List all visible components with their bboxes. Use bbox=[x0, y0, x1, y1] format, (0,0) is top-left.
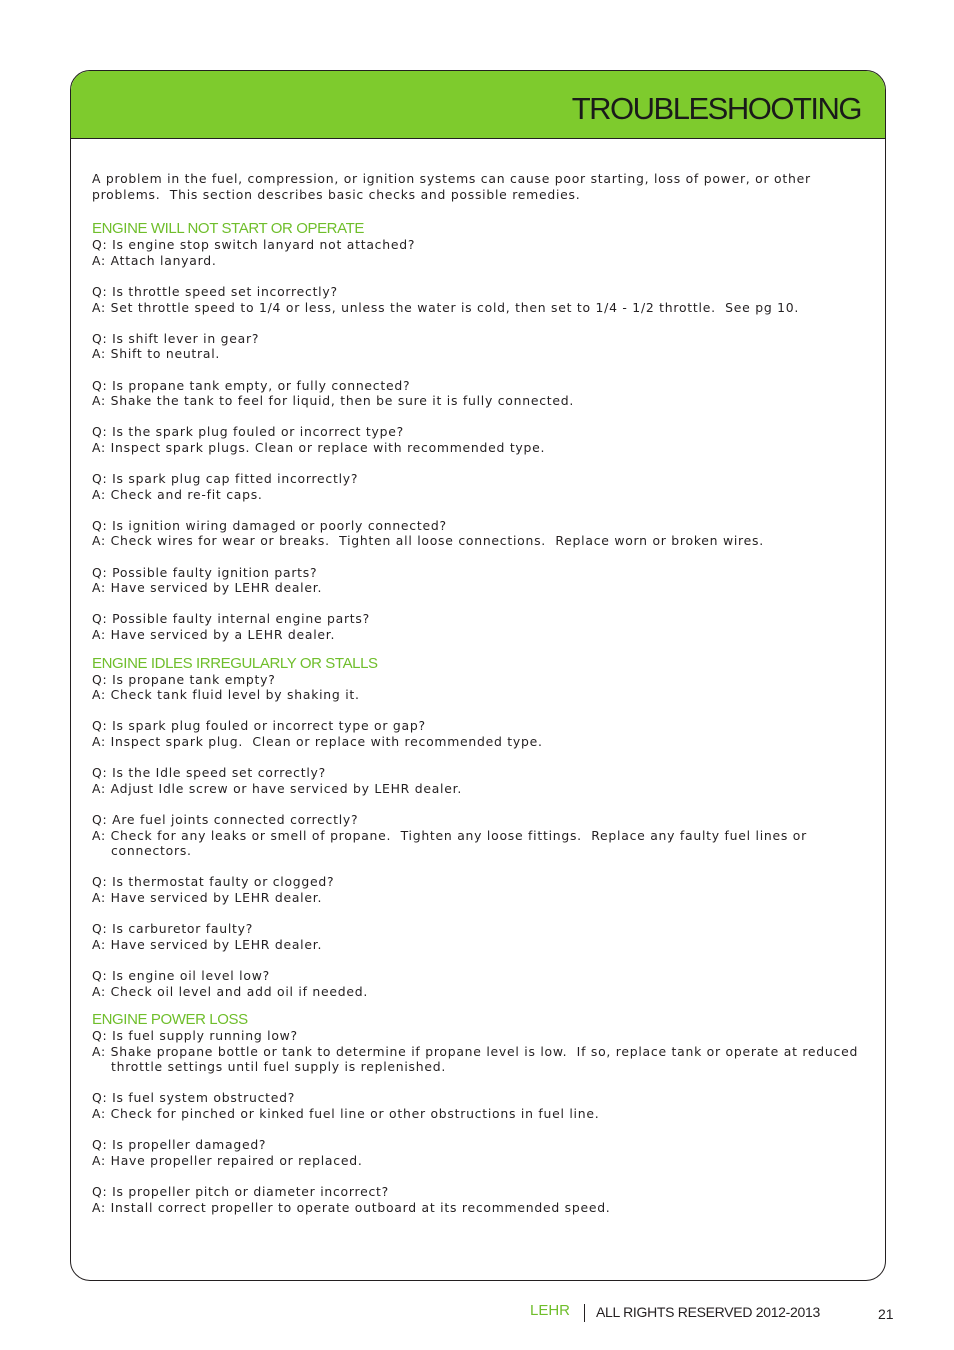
qa-item bbox=[92, 1184, 882, 1215]
header-band bbox=[71, 71, 885, 139]
answer: A: Check for any leaks or smell of propane. Tighten any loose fittings. Replace any faulty fuel lines or connectors. bbox=[92, 827, 807, 859]
qa-item bbox=[92, 812, 882, 859]
qa-item bbox=[92, 518, 882, 549]
qa-item bbox=[92, 765, 882, 796]
qa-item bbox=[92, 874, 882, 905]
qa-item bbox=[92, 471, 882, 502]
footer-divider bbox=[584, 1304, 585, 1322]
question: Q: Is thermostat faulty or clogged? bbox=[92, 874, 335, 890]
question: Q: Is propeller damaged? bbox=[92, 1137, 267, 1153]
qa-item bbox=[92, 921, 882, 952]
section-heading: ENGINE POWER LOSS bbox=[92, 1011, 248, 1029]
answer: A: Attach lanyard. bbox=[92, 252, 217, 268]
qa-item bbox=[92, 611, 882, 642]
question: Q: Is engine oil level low? bbox=[92, 967, 270, 983]
intro-paragraph: A problem in the fuel, compression, or ignition systems can cause poor starting, loss of power, or other problems. This section describes basic checks and possible remedies. bbox=[92, 171, 811, 202]
question: Q: Is carburetor faulty? bbox=[92, 921, 254, 937]
qa-item bbox=[92, 378, 882, 409]
question: Q: Is fuel system obstructed? bbox=[92, 1090, 296, 1106]
answer: A: Check oil level and add oil if needed. bbox=[92, 983, 369, 999]
footer-brand: LEHR bbox=[530, 1302, 571, 1319]
question: Q: Is the spark plug fouled or incorrect type? bbox=[92, 424, 404, 440]
answer: A: Shift to neutral. bbox=[92, 346, 221, 362]
section-will-not-start bbox=[92, 220, 882, 642]
answer: A: Adjust Idle screw or have serviced by LEHR dealer. bbox=[92, 780, 463, 796]
answer: A: Have serviced by LEHR dealer. bbox=[92, 580, 323, 596]
footer-copyright: ALL RIGHTS RESERVED 2012-2013 bbox=[596, 1304, 820, 1320]
question: Q: Is ignition wiring damaged or poorly connected? bbox=[92, 517, 447, 533]
question: Q: Is propeller pitch or diameter incorrect? bbox=[92, 1184, 389, 1200]
question: Q: Are fuel joints connected correctly? bbox=[92, 811, 359, 827]
content-frame bbox=[70, 70, 886, 1281]
question: Q: Is shift lever in gear? bbox=[92, 330, 260, 346]
page-title: TROUBLESHOOTING bbox=[571, 91, 861, 126]
answer: A: Check and re-fit caps. bbox=[92, 486, 263, 502]
content-body bbox=[92, 171, 882, 1227]
question: Q: Is spark plug fouled or incorrect type or gap? bbox=[92, 718, 426, 734]
answer: A: Check wires for wear or breaks. Tighten all loose connections. Replace worn or broken wires. bbox=[92, 533, 764, 549]
question: Q: Is the Idle speed set correctly? bbox=[92, 765, 326, 781]
question: Q: Is propane tank empty, or fully connected? bbox=[92, 377, 411, 393]
question: Q: Is engine stop switch lanyard not attached? bbox=[92, 237, 416, 253]
answer: A: Inspect spark plugs. Clean or replace with recommended type. bbox=[92, 439, 546, 455]
answer: A: Shake the tank to feel for liquid, then be sure it is fully connected. bbox=[92, 393, 575, 409]
question: Q: Possible faulty ignition parts? bbox=[92, 564, 318, 580]
question: Q: Is propane tank empty? bbox=[92, 671, 276, 687]
qa-item bbox=[92, 1090, 882, 1121]
qa-item bbox=[92, 237, 882, 268]
answer: A: Check tank fluid level by shaking it. bbox=[92, 687, 360, 703]
section-heading: ENGINE IDLES IRREGULARLY OR STALLS bbox=[92, 654, 378, 672]
answer: A: Have serviced by a LEHR dealer. bbox=[92, 627, 336, 643]
answer: A: Inspect spark plug. Clean or replace with recommended type. bbox=[92, 734, 543, 749]
qa-item bbox=[92, 1137, 882, 1168]
page-number: 21 bbox=[878, 1306, 894, 1322]
question: Q: Is spark plug cap fitted incorrectly? bbox=[92, 471, 359, 487]
qa-item bbox=[92, 284, 882, 315]
section-heading: ENGINE WILL NOT START OR OPERATE bbox=[92, 220, 364, 238]
qa-item bbox=[92, 672, 882, 703]
answer: A: Set throttle speed to 1/4 or less, unless the water is cold, then set to 1/4 - 1/2 throttle. See pg 10. bbox=[92, 299, 800, 315]
qa-item bbox=[92, 968, 882, 999]
qa-item bbox=[92, 424, 882, 455]
question: Q: Is throttle speed set incorrectly? bbox=[92, 283, 338, 299]
answer: A: Have propeller repaired or replaced. bbox=[92, 1152, 363, 1168]
qa-item bbox=[92, 1028, 882, 1075]
answer: A: Shake propane bottle or tank to determine if propane level is low. If so, replace tank or operate at reduced throttle settings until fuel supply is replenished. bbox=[92, 1043, 859, 1075]
qa-item bbox=[92, 718, 882, 749]
qa-item bbox=[92, 565, 882, 596]
answer: A: Have serviced by LEHR dealer. bbox=[92, 889, 323, 905]
question: Q: Possible faulty internal engine parts? bbox=[92, 611, 370, 627]
section-idles-irregularly bbox=[92, 655, 882, 999]
question: Q: Is fuel supply running low? bbox=[92, 1028, 298, 1044]
answer: A: Check for pinched or kinked fuel line or other obstructions in fuel line. bbox=[92, 1106, 600, 1122]
section-power-loss bbox=[92, 1011, 882, 1215]
answer: A: Install correct propeller to operate outboard at its recommended speed. bbox=[92, 1199, 611, 1215]
answer: A: Have serviced by LEHR dealer. bbox=[92, 936, 323, 952]
qa-item bbox=[92, 331, 882, 362]
